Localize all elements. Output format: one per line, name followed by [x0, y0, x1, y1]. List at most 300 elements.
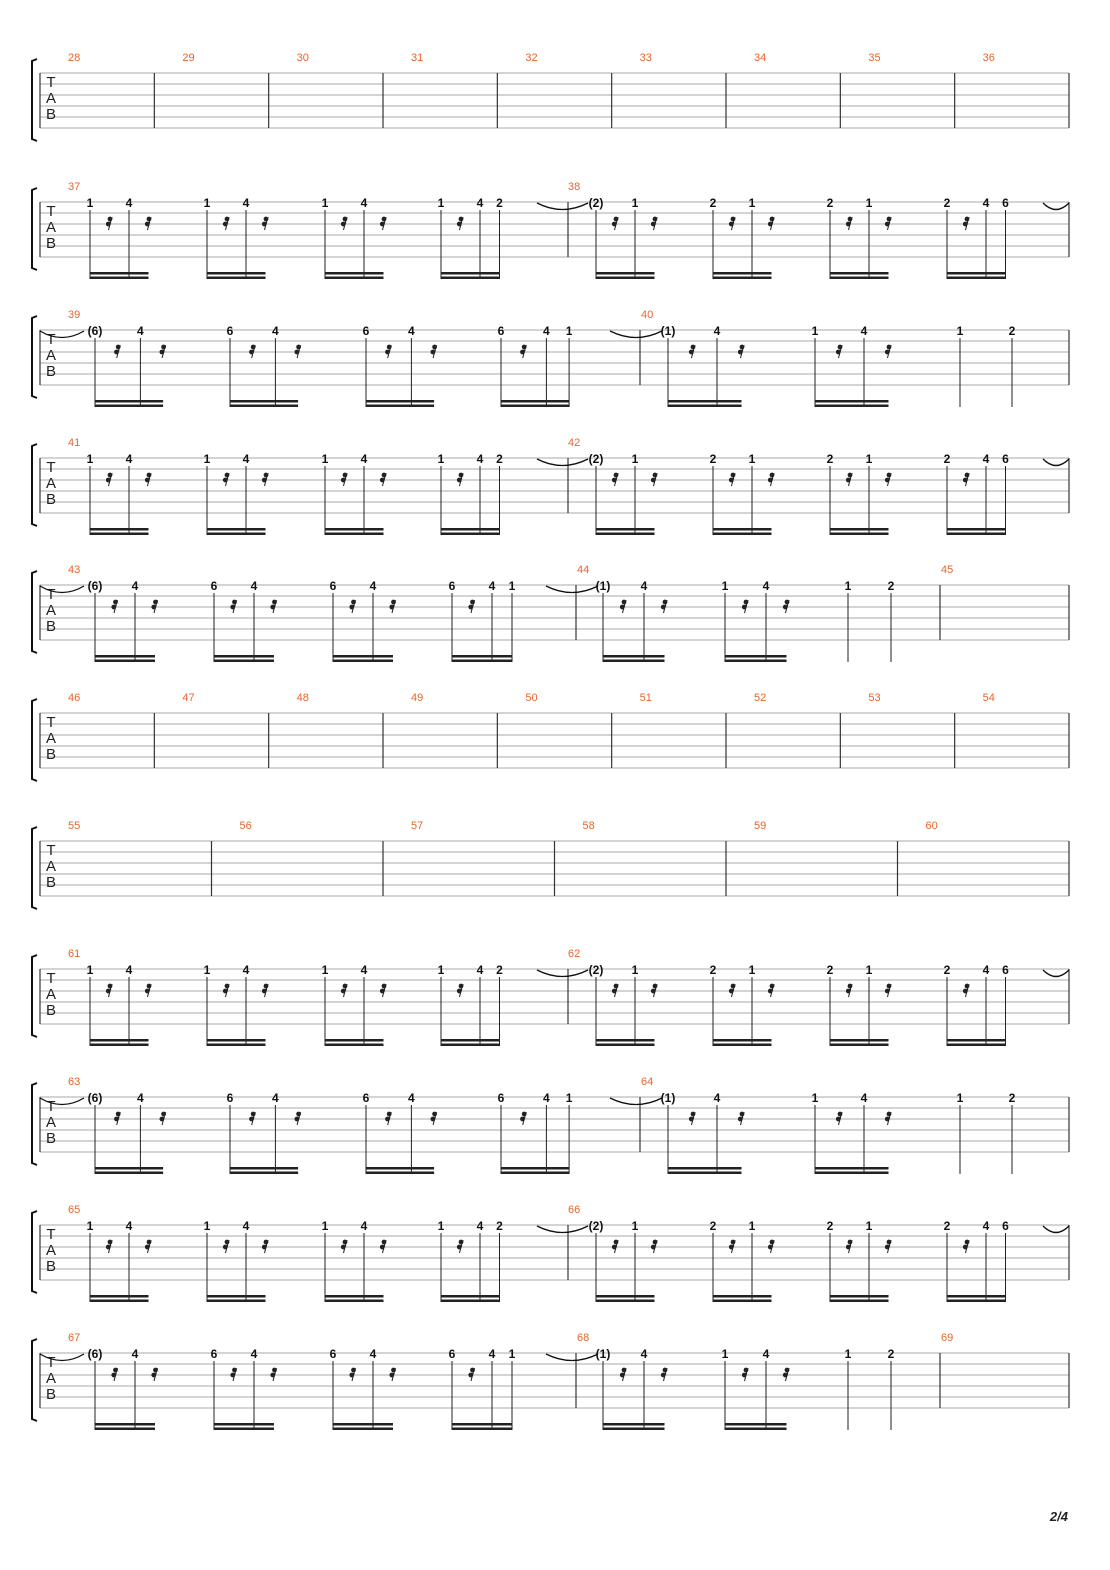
fret-number: 1: [631, 452, 639, 466]
beam: [668, 1167, 742, 1170]
tie: [610, 331, 662, 338]
note-group: [363, 324, 437, 407]
fret-number: 1: [631, 963, 639, 977]
beam: [441, 1039, 500, 1042]
beam: [214, 655, 274, 658]
tie: [1043, 1226, 1069, 1233]
beam: [333, 655, 393, 658]
tab-system: [32, 1332, 1069, 1430]
beam: [830, 1295, 889, 1298]
fret-number: 6: [329, 1347, 337, 1361]
fret-number: 2: [496, 452, 503, 466]
system-bracket: [32, 1339, 37, 1421]
note-group: [87, 963, 152, 1046]
fret-number: 1: [565, 1091, 573, 1105]
note-group: [661, 1091, 745, 1174]
fret-number: 4: [408, 1091, 415, 1105]
bar-number: 32: [525, 52, 538, 64]
beam: [90, 1044, 149, 1047]
tab-clef-letter: T: [46, 1354, 56, 1371]
fret-number: (2): [588, 452, 604, 466]
bar-number: 38: [568, 181, 581, 193]
fret-number: 1: [956, 324, 964, 338]
beam: [325, 277, 384, 280]
beam: [713, 533, 772, 536]
fret-number: 4: [250, 579, 258, 593]
note-group: [87, 196, 152, 279]
fret-number: 1: [865, 963, 873, 977]
note-group: [827, 452, 892, 535]
tab-clef-letter: T: [46, 1226, 56, 1243]
system-bracket: [32, 955, 37, 1037]
note-group: [438, 452, 504, 535]
bar-number: 51: [639, 692, 652, 704]
fret-number: 4: [242, 963, 250, 977]
beam: [947, 528, 1006, 531]
beam: [596, 272, 655, 275]
fret-number: 6: [1002, 196, 1009, 210]
note-group: [211, 1347, 277, 1430]
fret-number: 1: [721, 1347, 729, 1361]
fret-number: (6): [87, 1091, 103, 1105]
tab-clef-letter: B: [45, 874, 57, 891]
fret-number: (6): [87, 579, 103, 593]
bar-number: 60: [925, 820, 938, 832]
fret-number: 6: [1002, 452, 1009, 466]
fret-number: 4: [982, 963, 990, 977]
note-group: [438, 1219, 504, 1302]
beam: [815, 400, 889, 403]
bar-number: 55: [68, 820, 81, 832]
note-group: [322, 963, 387, 1046]
note-group: [944, 963, 1010, 1046]
tab-system: [32, 948, 1069, 1046]
beam: [214, 660, 274, 663]
tie: [1043, 203, 1069, 210]
bar-number: 47: [182, 692, 195, 704]
tab-clef-letter: A: [45, 219, 57, 236]
fret-number: 2: [826, 196, 834, 210]
note-group: [211, 579, 277, 662]
beam: [668, 400, 742, 403]
fret-number: 2: [826, 1219, 834, 1233]
fret-number: 4: [476, 196, 484, 210]
beam: [90, 1039, 149, 1042]
beam: [596, 1295, 655, 1298]
tab-system: [32, 52, 1069, 141]
note-group: [363, 1091, 437, 1174]
bar-number: 56: [239, 820, 252, 832]
fret-number: 4: [125, 963, 133, 977]
beam: [333, 1428, 393, 1431]
tab-clef-letter: B: [45, 363, 57, 380]
fret-number: 4: [242, 196, 250, 210]
bar-number: 58: [582, 820, 595, 832]
beam: [815, 405, 889, 408]
note-group: [449, 1347, 516, 1430]
beam: [830, 272, 889, 275]
beam: [713, 1039, 772, 1042]
system-bracket: [32, 444, 37, 526]
beam: [830, 1300, 889, 1303]
fret-number: (6): [87, 1347, 103, 1361]
beam: [90, 272, 149, 275]
beam: [90, 1295, 149, 1298]
note-group: [589, 963, 658, 1046]
beam: [501, 405, 569, 408]
bar-number: 39: [68, 309, 81, 321]
tab-clef-letter: T: [46, 74, 56, 91]
note-group: [87, 1219, 152, 1302]
beam: [90, 528, 149, 531]
fret-number: 6: [362, 1091, 370, 1105]
note-group: [204, 963, 269, 1046]
fret-number: 1: [321, 452, 329, 466]
tab-clef-letter: B: [45, 1258, 57, 1275]
fret-number: 6: [1002, 1219, 1009, 1233]
bar-number: 64: [641, 1076, 654, 1088]
tab-system: [32, 564, 1069, 662]
beam: [441, 1295, 500, 1298]
tab-system: [32, 437, 1069, 535]
note-group: [204, 196, 269, 279]
fret-number: 1: [844, 1347, 852, 1361]
beam: [90, 533, 149, 536]
tab-clef-letter: A: [45, 90, 57, 107]
beam: [725, 655, 787, 658]
system-bracket: [32, 1083, 37, 1165]
note-group: [330, 1347, 396, 1430]
fret-number: 4: [762, 579, 770, 593]
beam: [95, 660, 155, 663]
note-group: [438, 196, 504, 279]
tie: [1043, 970, 1069, 977]
tab-system: [32, 1076, 1069, 1174]
fret-number: 1: [631, 1219, 639, 1233]
tab-clef-letter: B: [45, 491, 57, 508]
tab-clef-letter: B: [45, 1130, 57, 1147]
bar-number: 67: [68, 1332, 81, 1344]
bar-number: 42: [568, 437, 581, 449]
note-group: [87, 452, 152, 535]
beam: [95, 1167, 163, 1170]
note-group: [88, 1347, 158, 1430]
fret-number: 1: [203, 452, 211, 466]
bar-number: 30: [296, 52, 309, 64]
beam: [725, 660, 787, 663]
fret-number: 1: [956, 1091, 964, 1105]
tab-clef-letter: A: [45, 602, 57, 619]
tab-clef-letter: B: [45, 618, 57, 635]
fret-number: 2: [887, 579, 895, 593]
fret-number: 6: [497, 1091, 505, 1105]
beam: [947, 1300, 1006, 1303]
beam: [725, 1423, 787, 1426]
note-group: [661, 324, 745, 407]
fret-number: 4: [131, 1347, 139, 1361]
beam: [830, 277, 889, 280]
beam: [366, 1167, 434, 1170]
beam: [596, 533, 655, 536]
system-bracket: [32, 188, 37, 270]
fret-number: 2: [887, 1347, 895, 1361]
fret-number: 4: [476, 1219, 484, 1233]
beam: [452, 655, 512, 658]
fret-number: (2): [588, 1219, 604, 1233]
beam: [603, 655, 665, 658]
fret-number: 1: [811, 1091, 819, 1105]
note-group: [227, 1091, 301, 1174]
tab-clef-letter: A: [45, 347, 57, 364]
fret-number: 4: [242, 1219, 250, 1233]
fret-number: 4: [982, 1219, 990, 1233]
note-group: [88, 579, 158, 662]
beam: [333, 1423, 393, 1426]
beam: [830, 533, 889, 536]
beam: [947, 272, 1006, 275]
note-group: [498, 324, 573, 407]
fret-number: 1: [865, 452, 873, 466]
fret-number: 6: [226, 1091, 234, 1105]
bar-number: 34: [754, 52, 767, 64]
beam: [501, 400, 569, 403]
tie: [537, 970, 588, 977]
fret-number: 4: [272, 324, 279, 338]
tab-clef-letter: A: [45, 1370, 57, 1387]
beam: [452, 660, 512, 663]
fret-number: 4: [360, 963, 368, 977]
beam: [603, 660, 665, 663]
beam: [90, 277, 149, 280]
fret-number: 1: [721, 579, 729, 593]
beam: [95, 400, 163, 403]
fret-number: 4: [488, 1347, 496, 1361]
fret-number: (1): [595, 579, 611, 593]
tab-clef-letter: T: [46, 970, 56, 987]
tie: [546, 586, 598, 593]
beam: [713, 528, 772, 531]
bar-number: 66: [568, 1204, 581, 1216]
beam: [441, 272, 500, 275]
bar-number: 45: [941, 564, 954, 576]
fret-number: 1: [86, 452, 94, 466]
fret-number: 1: [865, 1219, 873, 1233]
fret-number: 1: [844, 579, 852, 593]
beam: [207, 528, 266, 531]
fret-number: 4: [272, 1091, 279, 1105]
fret-number: 4: [360, 452, 368, 466]
beam: [214, 1428, 274, 1431]
beam: [95, 655, 155, 658]
beam: [947, 1039, 1006, 1042]
beam: [596, 1044, 655, 1047]
bar-number: 53: [868, 692, 881, 704]
fret-number: 1: [508, 579, 516, 593]
tab-system: [32, 1204, 1069, 1302]
system-bracket: [32, 316, 37, 398]
bar-number: 50: [525, 692, 538, 704]
fret-number: 1: [865, 196, 873, 210]
bar-number: 59: [754, 820, 767, 832]
note-group: [204, 1219, 269, 1302]
fret-number: 1: [203, 196, 211, 210]
bar-number: 52: [754, 692, 767, 704]
tab-clef-letter: T: [46, 714, 56, 731]
note-group: [710, 452, 775, 535]
tab-system: [32, 820, 1069, 909]
tab-system: [32, 692, 1069, 781]
fret-number: 1: [86, 963, 94, 977]
tab-clef-letter: A: [45, 1114, 57, 1131]
fret-number: (2): [588, 963, 604, 977]
note-group: [227, 324, 301, 407]
beam: [668, 405, 742, 408]
beam: [947, 533, 1006, 536]
fret-number: (6): [87, 324, 103, 338]
fret-number: 1: [321, 1219, 329, 1233]
note-group: [827, 1219, 892, 1302]
fret-number: 4: [125, 452, 133, 466]
fret-number: 1: [565, 324, 573, 338]
fret-number: 1: [631, 196, 639, 210]
tie: [537, 459, 588, 466]
beam: [325, 1044, 384, 1047]
note-group: [449, 579, 516, 662]
fret-number: 4: [369, 579, 377, 593]
fret-number: 6: [210, 1347, 218, 1361]
fret-number: 1: [203, 1219, 211, 1233]
note-group: [722, 579, 790, 662]
fret-number: 4: [543, 1091, 550, 1105]
fret-number: (1): [595, 1347, 611, 1361]
tab-clef-letter: B: [45, 1386, 57, 1403]
beam: [325, 528, 384, 531]
beam: [230, 1167, 298, 1170]
bar-number: 62: [568, 948, 581, 960]
fret-number: 2: [826, 452, 834, 466]
beam: [230, 400, 298, 403]
beam: [830, 1039, 889, 1042]
fret-number: 2: [709, 1219, 717, 1233]
fret-number: 4: [982, 452, 990, 466]
fret-number: 4: [860, 324, 868, 338]
system-bracket: [32, 827, 37, 909]
bar-number: 37: [68, 181, 81, 193]
bar-number: 36: [982, 52, 995, 64]
fret-number: 2: [709, 452, 717, 466]
beam: [725, 1428, 787, 1431]
beam: [713, 272, 772, 275]
bar-number: 40: [641, 309, 654, 321]
note-group: [322, 196, 387, 279]
fret-number: 4: [860, 1091, 868, 1105]
fret-number: 4: [543, 324, 550, 338]
fret-number: 1: [508, 1347, 516, 1361]
tab-clef-letter: A: [45, 986, 57, 1003]
fret-number: 4: [476, 963, 484, 977]
fret-number: 6: [210, 579, 218, 593]
beam: [207, 1300, 266, 1303]
note-group: [438, 963, 504, 1046]
tab-clef-letter: T: [46, 459, 56, 476]
tie: [537, 203, 588, 210]
system-bracket: [32, 699, 37, 781]
fret-number: 4: [408, 324, 415, 338]
fret-number: 1: [748, 196, 756, 210]
note-group: [596, 1347, 668, 1430]
fret-number: 4: [713, 1091, 721, 1105]
tie: [1043, 459, 1069, 466]
page-number: 2/4: [1049, 1509, 1068, 1524]
bar-number: 41: [68, 437, 81, 449]
beam: [603, 1423, 665, 1426]
beam: [441, 533, 500, 536]
beam: [947, 1295, 1006, 1298]
fret-number: 4: [713, 324, 721, 338]
fret-number: 2: [496, 1219, 503, 1233]
note-group: [812, 1091, 892, 1174]
beam: [947, 277, 1006, 280]
tab-clef-letter: B: [45, 106, 57, 123]
beam: [596, 1300, 655, 1303]
beam: [603, 1428, 665, 1431]
fret-number: 1: [437, 196, 445, 210]
bar-number: 61: [68, 948, 81, 960]
fret-number: 4: [982, 196, 990, 210]
beam: [95, 1172, 163, 1175]
beam: [452, 1428, 512, 1431]
tab-clef-letter: A: [45, 1242, 57, 1259]
fret-number: 2: [1008, 1091, 1016, 1105]
note-group: [944, 196, 1010, 279]
beam: [713, 277, 772, 280]
beam: [214, 1423, 274, 1426]
beam: [830, 1044, 889, 1047]
note-group: [710, 196, 775, 279]
beam: [668, 1172, 742, 1175]
fret-number: 4: [369, 1347, 377, 1361]
bar-number: 49: [411, 692, 424, 704]
fret-number: 6: [448, 1347, 456, 1361]
fret-number: (1): [660, 1091, 676, 1105]
bar-number: 29: [182, 52, 195, 64]
fret-number: 1: [748, 1219, 756, 1233]
fret-number: 2: [496, 963, 503, 977]
fret-number: 6: [1002, 963, 1009, 977]
fret-number: 4: [242, 452, 250, 466]
beam: [95, 405, 163, 408]
fret-number: 1: [437, 963, 445, 977]
beam: [452, 1423, 512, 1426]
beam: [501, 1167, 569, 1170]
beam: [596, 1039, 655, 1042]
note-group: [589, 196, 658, 279]
bar-number: 31: [411, 52, 424, 64]
tab-clef-letter: B: [45, 746, 57, 763]
fret-number: 1: [811, 324, 819, 338]
beam: [815, 1172, 889, 1175]
tab-clef-letter: A: [45, 475, 57, 492]
note-group: [589, 452, 658, 535]
beam: [713, 1300, 772, 1303]
beam: [207, 277, 266, 280]
beam: [95, 1428, 155, 1431]
fret-number: (2): [588, 196, 604, 210]
fret-number: 2: [943, 196, 951, 210]
note-group: [944, 452, 1010, 535]
beam: [207, 1295, 266, 1298]
fret-number: 4: [360, 196, 368, 210]
